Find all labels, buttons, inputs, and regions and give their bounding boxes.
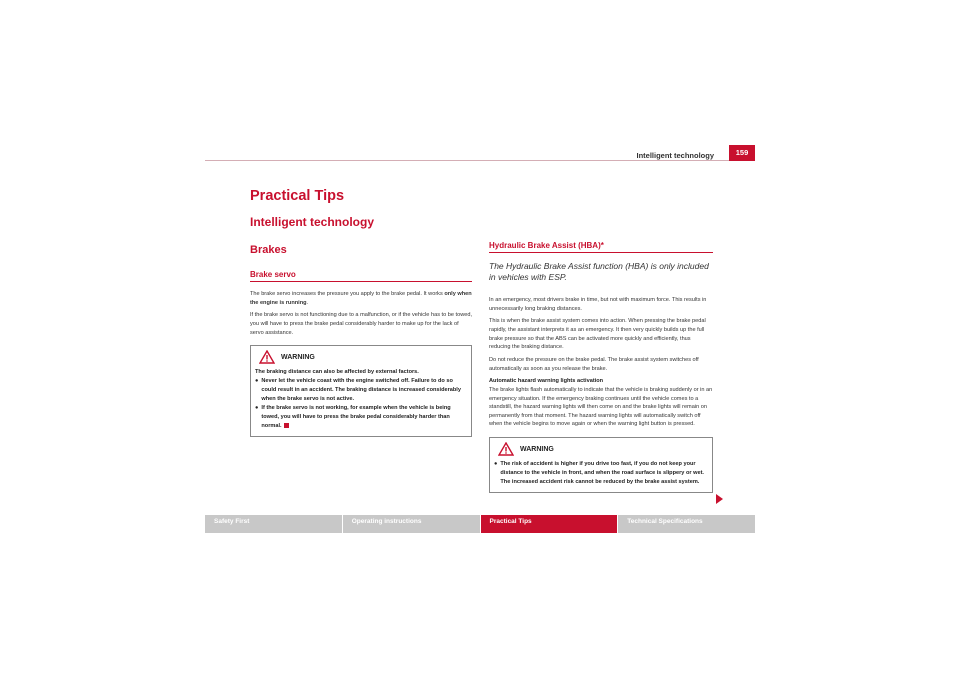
bullet-text: Never let the vehicle coast with the engine switched off. Failure to do so could result in an accident. The braking distance is increased considerably when the brake servo is not active. — [261, 378, 461, 403]
hba-warning-box — [489, 437, 713, 493]
header-divider — [205, 160, 755, 161]
tab-practical-tips[interactable]: Practical Tips — [481, 515, 618, 533]
continue-arrow-icon — [716, 494, 723, 504]
right-column — [489, 241, 713, 493]
hba-heading: Hydraulic Brake Assist (HBA)* — [489, 241, 713, 253]
brake-servo-warning-box — [250, 345, 472, 437]
hba-intro: The Hydraulic Brake Assist function (HBA) is only included in vehicles with ESP. — [489, 261, 709, 283]
warning-bullet — [255, 377, 467, 404]
warning-triangle-icon — [498, 442, 514, 456]
hba-paragraph: This is when the brake assist system comes into action. When pressing the brake pedal rapidly, the assistant interprets it as an emergency. It then very quickly builds up the full brake pressure so that the ABS can be activated more quickly and efficiently, thus reducing the braking distance. — [489, 318, 706, 351]
warning-label: WARNING — [281, 353, 315, 361]
running-header-title: Intelligent technology — [636, 151, 714, 160]
topic-heading: Brakes — [250, 244, 287, 256]
hba-paragraph: In an emergency, most drivers brake in time, but not with maximum force. This results in unnecessarily long braking distances. — [489, 296, 707, 312]
hba-paragraph: Do not reduce the pressure on the brake pedal. The brake assist system switches off automatically as soon as you release the brake. — [489, 356, 699, 372]
para-text: . — [306, 299, 309, 306]
warning-title — [259, 350, 467, 364]
warning-label: WARNING — [520, 445, 554, 453]
section-heading: Practical Tips — [250, 188, 345, 204]
brake-servo-paragraph-1 — [250, 290, 472, 307]
para-bold-text: only when the engine is running — [250, 291, 472, 306]
tab-safety-first[interactable]: Safety First — [205, 515, 342, 533]
warning-triangle-icon — [259, 350, 275, 364]
tab-technical-specifications[interactable]: Technical Specifications — [618, 515, 755, 533]
brake-servo-heading: Brake servo — [250, 270, 472, 282]
chapter-heading: Intelligent technology — [250, 215, 375, 229]
bullet-text: The risk of accident is higher if you drive too fast, if you do not keep your distance to the vehicle in front, and when the road surface is slippery or wet. The increased accident risk cannot be reduced by the brake assist system. — [500, 461, 704, 485]
page-number: 159 — [729, 145, 755, 161]
warning-intro: The braking distance can also be affected by external factors. — [255, 369, 419, 376]
warning-bullet — [255, 404, 467, 431]
bullet-icon: ● — [255, 378, 259, 385]
end-of-section-icon — [284, 423, 289, 428]
footer-nav — [205, 515, 755, 533]
para-text: The brake servo increases the pressure you apply to the brake pedal. It works — [250, 291, 445, 297]
hazard-lights-paragraph: The brake lights flash automatically to indicate that the vehicle is braking suddenly or in an emergency situation. If the emergency braking continues until the vehicle comes to a standstill, the hazard warning lights will then come on and the brake lights will remain on permanently from that moment. The hazard warning lights will automatically switch off when the vehicle begins to move again or when the warning light button is pressed. — [489, 386, 713, 428]
warning-bullet — [494, 460, 708, 487]
left-column — [250, 270, 472, 437]
bullet-icon: ● — [255, 405, 259, 412]
brake-servo-paragraph-2: If the brake servo is not functioning due to a malfunction, or if the vehicle has to be towed, you will have to press the brake pedal considerably harder to make up for the lack of servo assistance. — [250, 312, 473, 336]
hazard-lights-heading: Automatic hazard warning lights activation — [489, 378, 604, 385]
bullet-text: If the brake servo is not working, for example when the vehicle is being towed, you will have to press the brake pedal considerably harder than normal. — [261, 405, 451, 429]
warning-title — [498, 442, 708, 456]
bullet-icon: ● — [494, 461, 498, 468]
tab-operating-instructions[interactable]: Operating instructions — [343, 515, 480, 533]
